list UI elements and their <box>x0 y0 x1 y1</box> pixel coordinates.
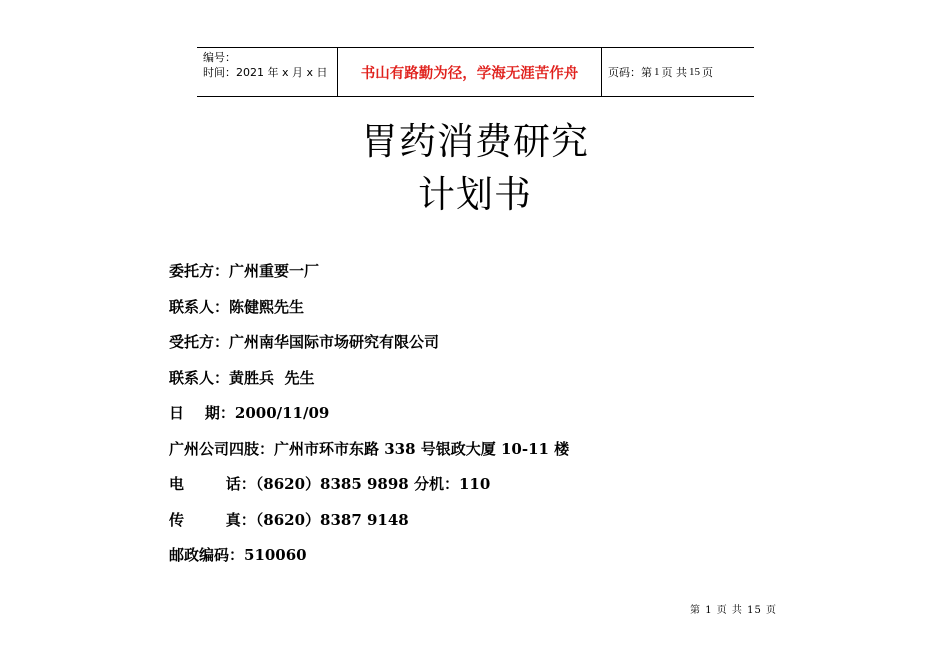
client-line: 委托方：广州重要一厂 <box>169 262 320 280</box>
header-page-label: 页码：第 <box>608 66 652 79</box>
header-motto-cell <box>338 48 602 96</box>
fax-line: 传 真：（8620）8387 9148 <box>169 510 409 529</box>
document-title-line1: 胃药消费研究 <box>361 120 589 163</box>
header-page-cell <box>602 48 754 96</box>
document-title-line2: 计划书 <box>418 173 532 216</box>
postcode-line: 邮政编码：510060 <box>169 546 307 564</box>
page-footer: 第 1 页 共 15 页 <box>690 605 777 616</box>
header-motto: 书山有路勤为径，学海无涯苦作舟 <box>360 64 579 82</box>
document-time-label: 时间：2021 年 x 月 x 日 <box>203 66 328 79</box>
address-line: 广州公司四肢：广州市环市东路 338 号银政大厦 10-11 楼 <box>169 439 570 458</box>
client-contact-line: 联系人：陈健熙先生 <box>169 297 305 316</box>
contractor-line: 受托方：广州南华国际市场研究有限公司 <box>169 333 440 351</box>
header-page-mid: 页 共 <box>661 66 687 79</box>
date-line: 日 期：2000/11/09 <box>169 404 330 422</box>
phone-line: 电 话：（8620）8385 9898 分机：110 <box>169 475 491 493</box>
header-page-end: 页 <box>702 66 713 79</box>
page-header-table <box>197 47 754 97</box>
header-meta-cell <box>197 48 338 96</box>
header-page-current: 1 <box>654 66 660 78</box>
contact-info-block <box>169 259 569 579</box>
contractor-contact-line: 联系人：黄胜兵 先生 <box>169 368 315 387</box>
document-number-label: 编号： <box>203 51 236 64</box>
header-page-total: 15 <box>689 66 700 78</box>
